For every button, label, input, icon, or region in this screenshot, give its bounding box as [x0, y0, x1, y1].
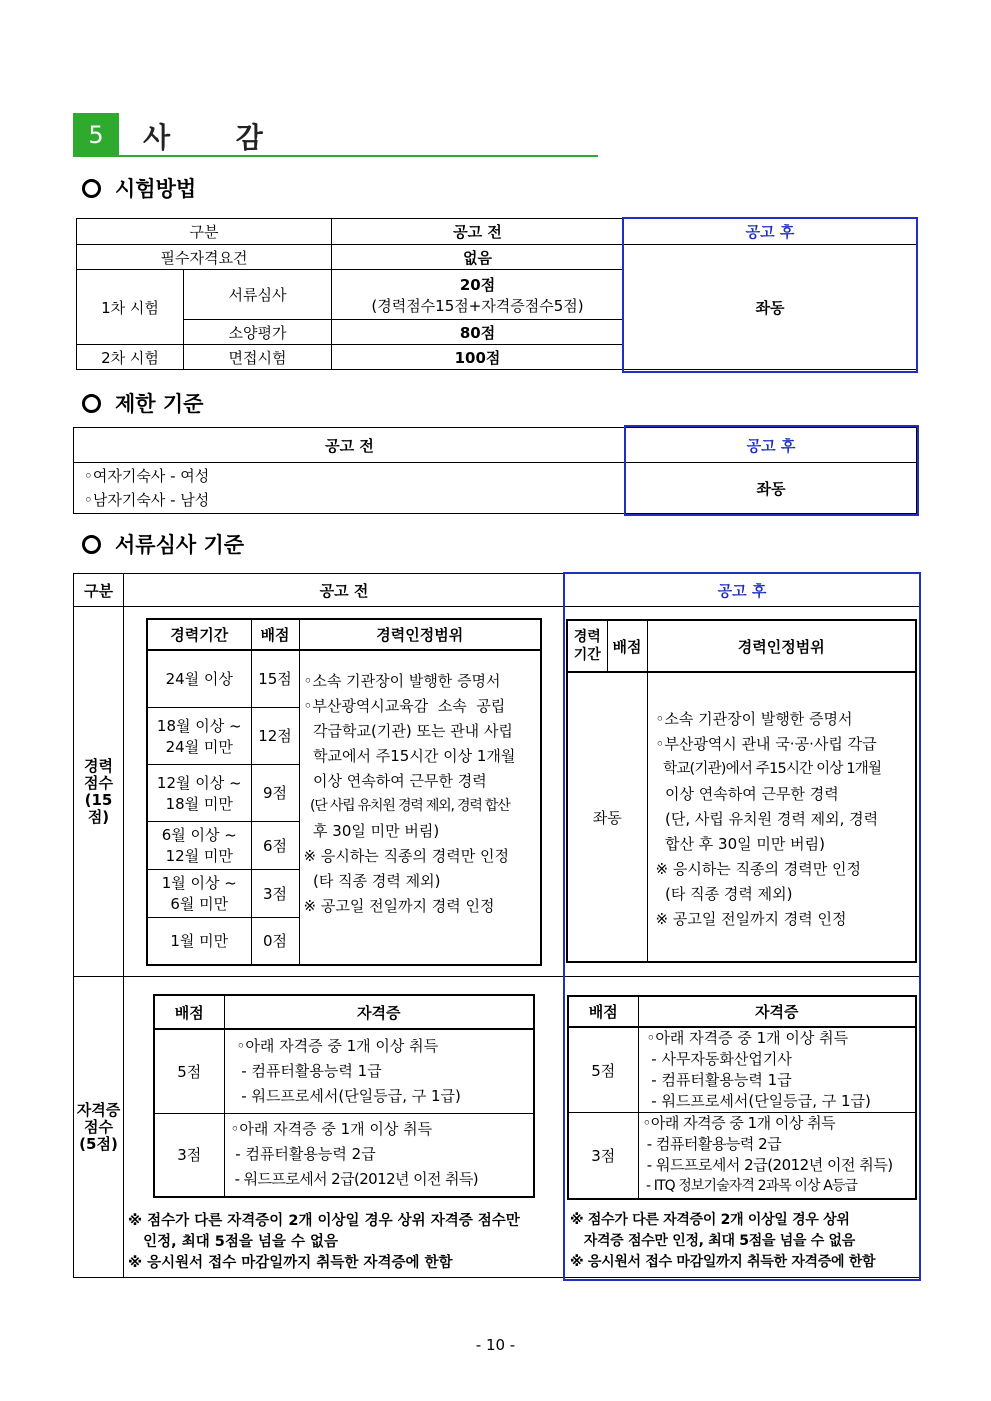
score-cell: 9점 — [251, 764, 299, 821]
score-cell: 3점 — [251, 869, 299, 917]
period-row — [147, 707, 251, 764]
score-cell: 12점 — [251, 707, 299, 764]
cert-line: ◦아래 자격증 중 1개 이상 취득 — [230, 1120, 433, 1139]
career-after-range-header: 경력인정범위 — [647, 620, 916, 672]
period-text: 18월 미만 — [165, 794, 233, 813]
range-line: 각급학교(기관) 또는 관내 사립 — [303, 722, 513, 740]
attitude-label: 소양평가 — [184, 320, 332, 345]
range-line: (타 직종 경력 제외) — [303, 872, 441, 890]
required-label: 필수자격요건 — [77, 245, 332, 270]
note-line: ※ 점수가 다른 자격증이 2개 이상일 경우 상위 자격증 점수만 — [128, 1213, 520, 1229]
doc-header-category: 구분 — [74, 574, 124, 607]
doc-review-heading-text: 서류심사 기준 — [115, 533, 245, 557]
range-line: ◦소속 기관장이 발행한 증명서 — [655, 710, 853, 728]
cert-score-label — [74, 977, 124, 1278]
cert-label-3: (5점) — [79, 1134, 118, 1153]
note-line: ※ 응시원서 접수 마감일까지 취득한 자격증에 한함 — [128, 1255, 453, 1271]
doc-header-before: 공고 전 — [124, 574, 565, 607]
period-text: 12월 미만 — [165, 847, 233, 865]
career-range-header: 경력인정범위 — [299, 619, 541, 650]
period-text: 18월 이상 ~ — [156, 716, 242, 735]
circle-bullet-icon — [82, 179, 101, 198]
period-text: 24월 이상 — [165, 670, 233, 689]
range-line: 이상 연속하여 근무한 경력 — [655, 785, 839, 803]
cert-before-notes — [128, 1211, 520, 1274]
circle-bullet-icon — [82, 535, 101, 554]
limit-before-list — [74, 463, 626, 514]
career-score-header: 배점 — [251, 619, 299, 650]
period-text: 12월 이상 ~ — [156, 773, 242, 792]
first-exam-label: 1차 시험 — [77, 270, 184, 345]
cert-after-score-5: 5점 — [568, 1027, 638, 1113]
cert-line: - 컴퓨터활용능력 2급 — [642, 1135, 782, 1154]
limit-heading-text: 제한 기준 — [115, 392, 204, 416]
period-text: 6월 미만 — [170, 895, 229, 913]
cert-line: - ITQ 정보기술자격 2과목 이상 A등급 — [642, 1178, 858, 1195]
doc-review-heading — [82, 529, 244, 559]
range-line: ◦부산광역시 관내 국·공·사립 각급 — [655, 735, 877, 753]
limit-after-value: 좌동 — [626, 463, 917, 514]
cert-after-list — [638, 1113, 916, 1199]
range-line: 이상 연속하여 근무한 경력 — [303, 772, 487, 790]
cert-line: ◦아래 자격증 중 1개 이상 취득 — [646, 1029, 849, 1047]
cert-line: - 워드프로세서(단일등급, 구 1급) — [646, 1092, 871, 1110]
note-line: 자격증 점수만 인정, 최대 5점을 넘을 수 없음 — [570, 1233, 856, 1249]
period-row — [147, 821, 251, 869]
career-label-1: 경력 — [84, 756, 113, 775]
attitude-value: 80점 — [332, 320, 624, 345]
limit-table — [73, 427, 917, 514]
exam-method-heading — [82, 173, 196, 203]
period-row — [147, 764, 251, 821]
cert-line: - 컴퓨터활용능력 2급 — [230, 1145, 376, 1164]
career-range-cell — [299, 650, 541, 965]
period-row — [147, 869, 251, 917]
cert-line: - 워드프로세서(단일등급, 구 1급) — [236, 1086, 461, 1105]
range-line: ※ 응시하는 직종의 경력만 인정 — [655, 860, 862, 878]
range-line: (타 직종 경력 제외) — [655, 885, 793, 903]
note-line: ※ 점수가 다른 자격증이 2개 이상일 경우 상위 — [570, 1212, 850, 1228]
career-after-table — [566, 619, 917, 963]
note-line: ※ 응시원서 접수 마감일까지 취득한 자격증에 한함 — [570, 1254, 876, 1270]
cert-after-score-3: 3점 — [568, 1113, 638, 1199]
exam-method-table — [76, 218, 917, 370]
section-number: 5 — [73, 113, 119, 156]
cert-line: - 컴퓨터활용능력 1급 — [646, 1071, 792, 1089]
period-text: 1월 이상 ~ — [161, 874, 237, 892]
cert-line: - 워드프로세서 2급(2012년 이전 취득) — [230, 1170, 479, 1189]
career-after-value: 좌동 — [567, 672, 647, 962]
cert-label-1: 자격증 — [76, 1100, 121, 1119]
limit-female: ◦여자기숙사 - 여성 — [84, 467, 210, 485]
career-before-table — [146, 618, 542, 966]
range-line: 학교에서 주15시간 이상 1개월 — [303, 747, 516, 765]
doc-header-after: 공고 후 — [565, 574, 920, 607]
cert-line: - 사무자동화산업기사 — [646, 1050, 792, 1068]
career-after-period-header: 경력기간 — [567, 620, 607, 672]
range-line: 후 30일 미만 버림) — [303, 822, 440, 840]
range-line: ◦부산광역시교육감 소속 공립 — [303, 697, 506, 715]
cert-score-5: 5점 — [154, 1029, 224, 1113]
range-line: 학교(기관)에서 주15시간 이상 1개월 — [655, 761, 882, 777]
second-exam-label: 2차 시험 — [77, 345, 184, 370]
career-score-label — [74, 607, 124, 977]
range-line: ◦소속 기관장이 발행한 증명서 — [303, 672, 501, 690]
career-period-header: 경력기간 — [147, 619, 251, 650]
header-before: 공고 전 — [332, 219, 624, 245]
cert-label-2: 점수 — [84, 1117, 113, 1136]
header-category: 구분 — [77, 219, 332, 245]
score-cell: 15점 — [251, 650, 299, 707]
limit-male: ◦남자기숙사 - 남성 — [84, 491, 210, 509]
score-cell: 6점 — [251, 821, 299, 869]
interview-value: 100점 — [332, 345, 624, 370]
cert-after-notes — [570, 1210, 875, 1273]
cert-before-table — [153, 994, 535, 1198]
circle-bullet-icon — [82, 394, 101, 413]
document-review-label: 서류심사 — [184, 270, 332, 320]
cert-name-header: 자격증 — [224, 995, 534, 1029]
note-line: 인정, 최대 5점을 넘을 수 없음 — [128, 1234, 339, 1250]
limit-heading — [82, 388, 203, 418]
section-title: 사 감 — [143, 121, 291, 154]
required-value: 없음 — [332, 245, 624, 270]
cert-line: ◦아래 자격증 중 1개 이상 취득 — [236, 1036, 439, 1055]
period-row — [147, 650, 251, 707]
cert-after-list — [638, 1027, 916, 1113]
career-label-3: (15점) — [84, 790, 113, 826]
score-cell: 0점 — [251, 917, 299, 965]
after-value: 좌동 — [624, 245, 917, 370]
range-line: ※ 공고일 전일까지 경력 인정 — [303, 897, 495, 915]
career-after-score-header: 배점 — [607, 620, 647, 672]
period-text: 1월 미만 — [170, 932, 229, 951]
range-line: (단 사립 유치원 경력 제외, 경력 합산 — [303, 798, 510, 814]
cert-after-score-header: 배점 — [568, 996, 638, 1027]
period-row — [147, 917, 251, 965]
page-number: - 10 - — [475, 1336, 516, 1354]
period-text: 6월 이상 ~ — [161, 826, 237, 844]
cert-line: - 워드프로세서 2급(2012년 이전 취득) — [642, 1156, 893, 1175]
header-after: 공고 후 — [624, 219, 917, 245]
career-range-list — [300, 669, 541, 919]
cert-list — [224, 1029, 534, 1113]
range-line: 합산 후 30일 미만 버림) — [655, 835, 825, 853]
range-line: ※ 응시하는 직종의 경력만 인정 — [303, 847, 510, 865]
career-after-range-cell — [647, 672, 916, 962]
document-score: 20점 — [459, 275, 496, 294]
cert-line: - 컴퓨터활용능력 1급 — [236, 1061, 382, 1080]
range-line: (단, 사립 유치원 경력 제외, 경력 — [655, 810, 879, 828]
cert-line: ◦아래 자격증 중 1개 이상 취득 — [642, 1114, 836, 1133]
section-underline — [73, 155, 598, 157]
career-after-range-list — [648, 707, 916, 932]
range-line: ※ 공고일 전일까지 경력 인정 — [655, 910, 847, 928]
career-label-2: 점수 — [84, 773, 113, 792]
cert-score-header: 배점 — [154, 995, 224, 1029]
limit-header-before: 공고 전 — [74, 428, 626, 463]
document-score-detail: (경력점수15점+자격증점수5점) — [371, 296, 584, 315]
document-review-value — [332, 270, 624, 320]
period-text: 24월 미만 — [165, 737, 233, 756]
limit-header-after: 공고 후 — [626, 428, 917, 463]
interview-label: 면접시험 — [184, 345, 332, 370]
exam-method-heading-text: 시험방법 — [115, 177, 197, 201]
cert-after-name-header: 자격증 — [638, 996, 916, 1027]
cert-list — [224, 1113, 534, 1197]
cert-after-table — [567, 995, 917, 1200]
cert-score-3: 3점 — [154, 1113, 224, 1197]
